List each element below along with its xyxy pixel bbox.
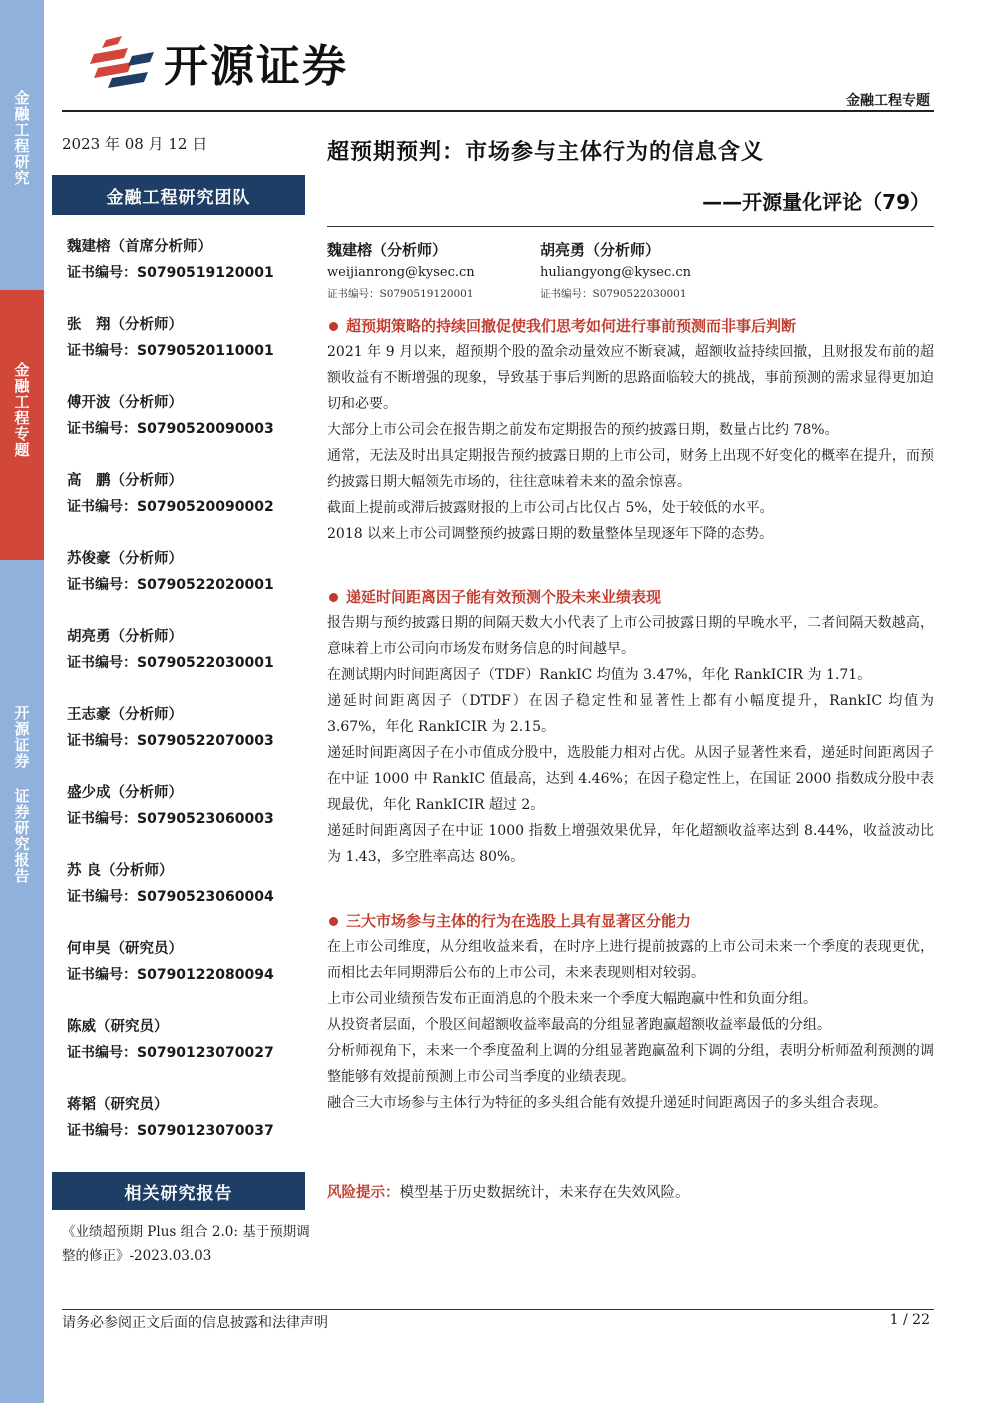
analyst-item [67,1015,307,1093]
analyst-name: 王志豪（分析师） [67,707,183,723]
summary-section-3 [327,908,934,1116]
analyst-item [67,703,307,781]
risk-warning [327,1180,690,1206]
analyst-item [67,859,307,937]
section-heading-text: 超预期策略的持续回撤促使我们思考如何进行事前预测而非事后判断 [346,317,797,335]
report-title: 超预期预判：市场参与主体行为的信息含义 [327,140,765,165]
summary-section-2 [327,584,934,870]
analyst-name: 胡亮勇（分析师） [67,629,183,645]
side-label-research: 金融工程研究 [12,90,31,186]
analyst-item [67,313,307,391]
header-divider [62,110,934,112]
analyst-cert: 证书编号：S0790522070003 [67,733,274,749]
paragraph: 2021 年 9 月以来，超预期个股的盈余动量效应不断衰减，超额收益持续回撤，且财报发布前的超额收益有不断增强的现象，导致基于事后判断的思路面临较大的挑战，事前预测的需求显得更加迫切和必要。 [327,344,934,412]
analyst-name: 苏 良（分析师） [67,863,174,879]
author-email[interactable]: weijianrong@kysec.cn [327,265,475,280]
author-cert: 证书编号：S0790519120001 [327,288,474,300]
analyst-cert: 证书编号：S0790523060003 [67,811,274,827]
section-heading-text: 三大市场参与主体的行为在选股上具有显著区分能力 [346,912,692,930]
bullet-icon [329,322,338,331]
analyst-cert: 证书编号：S0790522030001 [67,655,274,671]
summary-section-1 [327,313,934,547]
paragraph: 递延时间距离因子在中证 1000 指数上增强效果优异，年化超额收益率达到 8.44%，收益波动比为 1.43，多空胜率高达 80%。 [327,823,934,865]
analyst-cert: 证书编号：S0790523060004 [67,889,274,905]
analyst-item [67,625,307,703]
paragraph: 在测试期内时间距离因子（TDF）RankIC 均值为 3.47%，年化 RankICIR 为 1.71。 [327,667,872,683]
analyst-name: 傅开波（分析师） [67,395,183,411]
side-label-company: 开源证券 证券研究报告 [12,705,31,884]
analyst-item [67,547,307,625]
analyst-item [67,391,307,469]
report-category: 金融工程专题 [846,93,930,109]
paragraph: 上市公司业绩预告发布正面消息的个股未来一个季度大幅跑赢中性和负面分组。 [327,991,817,1007]
author-name: 魏建榕（分析师） [327,241,448,259]
risk-text: 模型基于历史数据统计，未来存在失效风险。 [399,1185,690,1201]
section-heading [327,313,934,339]
paragraph: 递延时间距离因子在小市值成分股中，选股能力相对占优。从因子显著性来看，递延时间距离因子在中证 1000 中 RankIC 值最高，达到 4.46%；在因子稳定性上，在国证 2000 指数成分股中表现最优，年化 RankICIR 超过 2。 [327,745,934,813]
analyst-item [67,781,307,859]
section-heading-text: 递延时间距离因子能有效预测个股未来业绩表现 [346,588,662,606]
analyst-name: 魏建榕（首席分析师） [67,239,212,255]
paragraph: 分析师视角下，未来一个季度盈利上调的分组显著跑赢盈利下调的分组，表明分析师盈利预测的调整能够有效提前预测上市公司当季度的业绩表现。 [327,1043,934,1085]
author-block [327,238,934,304]
related-report-link[interactable]: 《业绩超预期 Plus 组合 2.0: 基于预期调整的修正》-2023.03.03 [62,1224,310,1264]
analyst-item [67,235,307,313]
analyst-cert: 证书编号：S0790522020001 [67,577,274,593]
analyst-cert: 证书编号：S0790520090002 [67,499,274,515]
analyst-cert: 证书编号：S0790519120001 [67,265,274,281]
paragraph: 融合三大市场参与主体行为特征的多头组合能有效提升递延时间距离因子的多头组合表现。 [327,1095,887,1111]
paragraph: 通常，无法及时出具定期报告预约披露日期的上市公司，财务上出现不好变化的概率在提升，而预约披露日期大幅领先市场的，往往意味着未来的盈余惊喜。 [327,448,934,490]
company-logo [88,30,348,94]
analyst-name: 盛少成（分析师） [67,785,183,801]
analyst-name: 蒋韬（研究员） [67,1097,169,1113]
paragraph: 截面上提前或滞后披露财报的上市公司占比仅占 5%，处于较低的水平。 [327,500,774,516]
paragraph: 大部分上市公司会在报告期之前发布定期报告的预约披露日期，数量占比约 78%。 [327,422,839,438]
disclaimer-note: 请务必参阅正文后面的信息披露和法律声明 [62,1315,328,1331]
paragraph: 从投资者层面，个股区间超额收益率最高的分组显著跑赢超额收益率最低的分组。 [327,1017,831,1033]
paragraph: 报告期与预约披露日期的间隔天数大小代表了上市公司披露日期的早晚水平，二者间隔天数越高，意味着上市公司向市场发布财务信息的时间越早。 [327,615,934,657]
author-name: 胡亮勇（分析师） [540,241,661,259]
side-label-topic: 金融工程专题 [12,362,31,458]
author-card [327,238,540,304]
report-subtitle: ——开源量化评论（79） [702,190,930,214]
analyst-name: 何申昊（研究员） [67,941,183,957]
analyst-cert: 证书编号：S0790123070037 [67,1123,274,1139]
footer-divider [62,1309,934,1310]
bullet-icon [329,917,338,926]
paragraph: 递延时间距离因子（DTDF）在因子稳定性和显著性上都有小幅度提升，RankIC 均值为 3.67%，年化 RankICIR 为 2.15。 [327,693,934,735]
analyst-name: 高 鹏（分析师） [67,473,183,489]
side-ribbon-research [0,0,44,290]
section-heading [327,908,934,934]
author-email[interactable]: huliangyong@kysec.cn [540,265,692,280]
analyst-item [67,1093,307,1171]
analyst-item [67,937,307,1015]
paragraph: 在上市公司维度，从分组收益来看，在时序上进行提前披露的上市公司未来一个季度的表现更优，而相比去年同期滞后公布的上市公司，未来表现则相对较弱。 [327,939,934,981]
side-ribbon-company [0,560,44,1403]
analyst-cert: 证书编号：S0790123070027 [67,1045,274,1061]
analyst-list [67,235,307,1171]
related-reports-banner: 相关研究报告 [52,1172,305,1210]
analyst-name: 陈威（研究员） [67,1019,169,1035]
bullet-icon [329,593,338,602]
logo-text: 开源证券 [164,41,348,92]
risk-label: 风险提示： [327,1185,400,1201]
analyst-cert: 证书编号：S0790520110001 [67,343,274,359]
analyst-cert: 证书编号：S0790122080094 [67,967,274,983]
logo-mark-icon [88,34,158,90]
author-card [540,238,753,304]
title-divider [327,226,934,227]
team-banner: 金融工程研究团队 [52,175,305,215]
author-cert: 证书编号：S0790522030001 [540,288,687,300]
page-number: 1 / 22 [889,1312,930,1328]
analyst-cert: 证书编号：S0790520090003 [67,421,274,437]
section-heading [327,584,934,610]
report-date: 2023 年 08 月 12 日 [62,135,208,153]
side-ribbon [0,0,44,1403]
analyst-name: 张 翔（分析师） [67,317,183,333]
analyst-name: 苏俊豪（分析师） [67,551,183,567]
side-ribbon-topic [0,290,44,560]
analyst-item [67,469,307,547]
paragraph: 2018 以来上市公司调整预约披露日期的数量整体呈现逐年下降的态势。 [327,526,774,542]
